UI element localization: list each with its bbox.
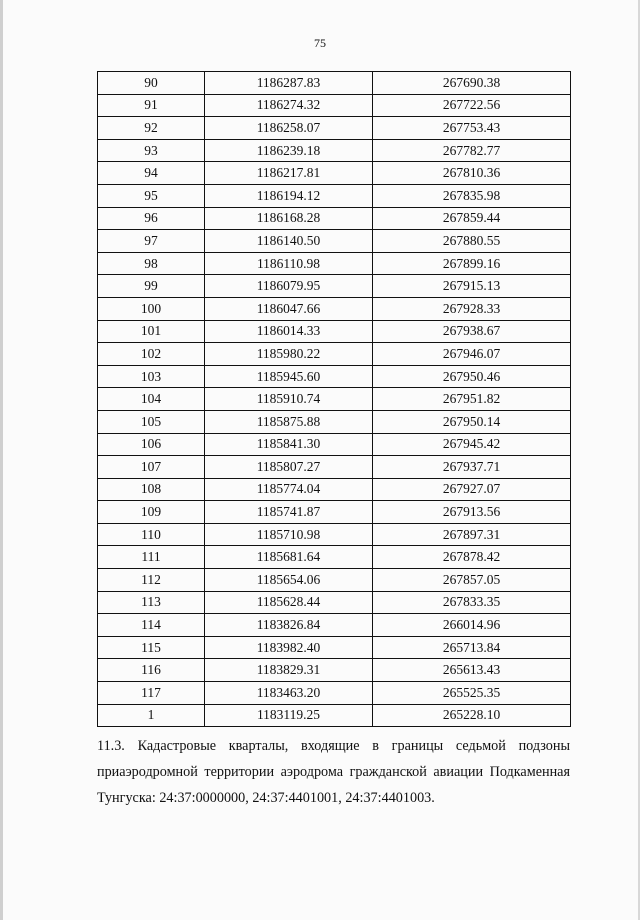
x-coordinate-cell: 1185774.04 [205, 478, 373, 501]
table-row [98, 365, 571, 388]
table-row [98, 659, 571, 682]
y-coordinate-cell: 267690.38 [373, 72, 571, 95]
table-row [98, 320, 571, 343]
point-number-cell: 102 [98, 343, 205, 366]
table-row [98, 184, 571, 207]
table-row [98, 230, 571, 253]
point-number-cell: 109 [98, 501, 205, 524]
y-coordinate-cell: 267833.35 [373, 591, 571, 614]
table-row [98, 207, 571, 230]
y-coordinate-cell: 267899.16 [373, 252, 571, 275]
y-coordinate-cell: 267878.42 [373, 546, 571, 569]
point-number-cell: 114 [98, 614, 205, 637]
point-number-cell: 106 [98, 433, 205, 456]
point-number-cell: 103 [98, 365, 205, 388]
y-coordinate-cell: 267951.82 [373, 388, 571, 411]
table-row [98, 343, 571, 366]
table-row [98, 72, 571, 95]
y-coordinate-cell: 267857.05 [373, 569, 571, 592]
table-row [98, 162, 571, 185]
y-coordinate-cell: 267897.31 [373, 523, 571, 546]
x-coordinate-cell: 1185710.98 [205, 523, 373, 546]
table-row [98, 94, 571, 117]
table-row [98, 252, 571, 275]
y-coordinate-cell: 267928.33 [373, 297, 571, 320]
table-row [98, 569, 571, 592]
y-coordinate-cell: 267915.13 [373, 275, 571, 298]
table-row [98, 456, 571, 479]
y-coordinate-cell: 265613.43 [373, 659, 571, 682]
x-coordinate-cell: 1186217.81 [205, 162, 373, 185]
y-coordinate-cell: 267880.55 [373, 230, 571, 253]
y-coordinate-cell: 267937.71 [373, 456, 571, 479]
point-number-cell: 104 [98, 388, 205, 411]
point-number-cell: 93 [98, 139, 205, 162]
y-coordinate-cell: 266014.96 [373, 614, 571, 637]
table-row [98, 523, 571, 546]
page-edge-left [0, 0, 3, 920]
y-coordinate-cell: 267722.56 [373, 94, 571, 117]
point-number-cell: 91 [98, 94, 205, 117]
x-coordinate-cell: 1183829.31 [205, 659, 373, 682]
x-coordinate-cell: 1183119.25 [205, 704, 373, 727]
point-number-cell: 115 [98, 636, 205, 659]
x-coordinate-cell: 1186258.07 [205, 117, 373, 140]
cadastral-quarters-paragraph: 11.3. Кадастровые кварталы, входящие в границы седьмой подзоны приаэродромной территории аэродрома гражданской авиации Подкаменная Тунгуска: 24:37:0000000, 24:37:4401001, 24:37:4401003. [97, 738, 570, 806]
x-coordinate-cell: 1185741.87 [205, 501, 373, 524]
coordinates-table-body [98, 72, 571, 727]
point-number-cell: 98 [98, 252, 205, 275]
point-number-cell: 105 [98, 410, 205, 433]
table-row [98, 433, 571, 456]
point-number-cell: 110 [98, 523, 205, 546]
y-coordinate-cell: 267859.44 [373, 207, 571, 230]
point-number-cell: 95 [98, 184, 205, 207]
x-coordinate-cell: 1185980.22 [205, 343, 373, 366]
table-row [98, 704, 571, 727]
y-coordinate-cell: 267782.77 [373, 139, 571, 162]
y-coordinate-cell: 267835.98 [373, 184, 571, 207]
table-row [98, 614, 571, 637]
x-coordinate-cell: 1185841.30 [205, 433, 373, 456]
x-coordinate-cell: 1186274.32 [205, 94, 373, 117]
y-coordinate-cell: 265713.84 [373, 636, 571, 659]
point-number-cell: 112 [98, 569, 205, 592]
x-coordinate-cell: 1186140.50 [205, 230, 373, 253]
y-coordinate-cell: 265228.10 [373, 704, 571, 727]
y-coordinate-cell: 267753.43 [373, 117, 571, 140]
table-row [98, 297, 571, 320]
x-coordinate-cell: 1186194.12 [205, 184, 373, 207]
x-coordinate-cell: 1185875.88 [205, 410, 373, 433]
x-coordinate-cell: 1186239.18 [205, 139, 373, 162]
x-coordinate-cell: 1185910.74 [205, 388, 373, 411]
point-number-cell: 94 [98, 162, 205, 185]
table-row [98, 117, 571, 140]
table-row [98, 546, 571, 569]
x-coordinate-cell: 1186168.28 [205, 207, 373, 230]
x-coordinate-cell: 1186287.83 [205, 72, 373, 95]
y-coordinate-cell: 267810.36 [373, 162, 571, 185]
x-coordinate-cell: 1186079.95 [205, 275, 373, 298]
point-number-cell: 116 [98, 659, 205, 682]
table-row [98, 591, 571, 614]
coordinates-table [97, 71, 571, 727]
x-coordinate-cell: 1185807.27 [205, 456, 373, 479]
point-number-cell: 90 [98, 72, 205, 95]
x-coordinate-cell: 1183463.20 [205, 682, 373, 705]
x-coordinate-cell: 1183982.40 [205, 636, 373, 659]
table-row [98, 388, 571, 411]
table-row [98, 410, 571, 433]
y-coordinate-cell: 267945.42 [373, 433, 571, 456]
point-number-cell: 117 [98, 682, 205, 705]
table-row [98, 501, 571, 524]
point-number-cell: 100 [98, 297, 205, 320]
y-coordinate-cell: 267950.14 [373, 410, 571, 433]
table-row [98, 682, 571, 705]
x-coordinate-cell: 1185628.44 [205, 591, 373, 614]
y-coordinate-cell: 267946.07 [373, 343, 571, 366]
point-number-cell: 97 [98, 230, 205, 253]
point-number-cell: 113 [98, 591, 205, 614]
x-coordinate-cell: 1186047.66 [205, 297, 373, 320]
point-number-cell: 111 [98, 546, 205, 569]
x-coordinate-cell: 1186014.33 [205, 320, 373, 343]
point-number-cell: 1 [98, 704, 205, 727]
x-coordinate-cell: 1186110.98 [205, 252, 373, 275]
x-coordinate-cell: 1185654.06 [205, 569, 373, 592]
page-number: 75 [314, 36, 326, 50]
table-row [98, 636, 571, 659]
point-number-cell: 92 [98, 117, 205, 140]
y-coordinate-cell: 265525.35 [373, 682, 571, 705]
point-number-cell: 99 [98, 275, 205, 298]
point-number-cell: 107 [98, 456, 205, 479]
y-coordinate-cell: 267913.56 [373, 501, 571, 524]
point-number-cell: 96 [98, 207, 205, 230]
table-row [98, 275, 571, 298]
y-coordinate-cell: 267950.46 [373, 365, 571, 388]
y-coordinate-cell: 267938.67 [373, 320, 571, 343]
x-coordinate-cell: 1185681.64 [205, 546, 373, 569]
point-number-cell: 101 [98, 320, 205, 343]
table-row [98, 139, 571, 162]
point-number-cell: 108 [98, 478, 205, 501]
y-coordinate-cell: 267927.07 [373, 478, 571, 501]
table-row [98, 478, 571, 501]
x-coordinate-cell: 1183826.84 [205, 614, 373, 637]
x-coordinate-cell: 1185945.60 [205, 365, 373, 388]
